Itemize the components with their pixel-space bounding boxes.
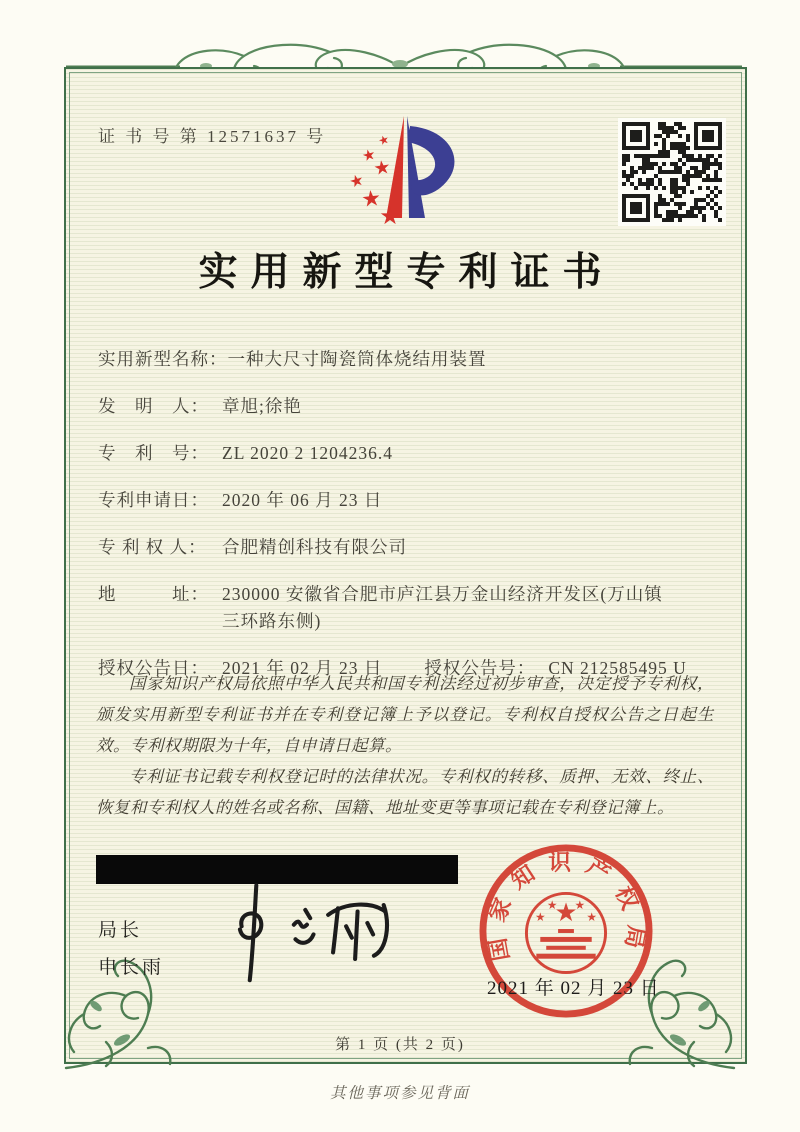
reverse-side-note: 其他事项参见背面: [329, 1085, 470, 1102]
field-label: 发 明 人：: [98, 396, 209, 416]
field-value: 230000 安徽省合肥市庐江县万金山经济开发区(万山镇三环路东侧): [222, 584, 663, 631]
national-emblem-icon: [526, 893, 605, 972]
svg-text:★: ★: [546, 898, 558, 913]
commissioner-block: [98, 912, 164, 986]
qr-code-icon: [618, 118, 726, 226]
svg-text:★: ★: [379, 202, 401, 230]
seal-text: 国家知识产权局: [482, 849, 650, 963]
field-label: 授权公告日：: [98, 658, 209, 678]
field-value: 一种大尺寸陶瓷筒体烧结用装置: [227, 349, 487, 369]
svg-text:★: ★: [372, 155, 393, 181]
field-label: 专 利 权 人：: [98, 537, 207, 557]
certificate-title: 实用新型专利证书: [198, 251, 615, 294]
field-row-filing-date: [98, 487, 713, 514]
svg-text:★: ★: [554, 898, 578, 929]
page-number: 第 1 页 (共 2 页): [335, 1037, 465, 1053]
field-value: 章旭;徐艳: [222, 396, 302, 416]
svg-text:★: ★: [376, 131, 392, 149]
certificate-number: 证 书 号 第 12571637 号: [98, 127, 327, 146]
field-row-patentee: [98, 534, 713, 561]
field-row-address: [98, 581, 713, 635]
legal-paragraph-1: 国家知识产权局依照中华人民共和国专利法经过初步审查，决定授予专利权，颁发实用新型专利证书并在专利登记簿上予以登记。专利权自授权公告之日起生效。专利权期限为十年，自申请日起算。: [96, 674, 714, 755]
legal-paragraph-2: 专利证书记载专利权登记时的法律状况。专利权的转移、质押、无效、终止、恢复和专利权人的姓名或名称、国籍、地址变更等事项记载在专利登记簿上。: [96, 767, 714, 817]
field-value: 合肥精创科技有限公司: [222, 537, 407, 557]
field-value: CN 212585495 U: [548, 658, 687, 678]
cnipa-logo-icon: [328, 104, 476, 232]
svg-text:★: ★: [360, 144, 378, 166]
svg-text:★: ★: [534, 910, 546, 925]
field-row-patent-number: [98, 440, 713, 467]
field-label: 专 利 号：: [98, 443, 209, 463]
field-value: ZL 2020 2 1204236.4: [222, 443, 393, 463]
svg-text:★: ★: [346, 169, 366, 192]
field-label: 授权公告号：: [424, 658, 536, 678]
svg-text:★: ★: [360, 186, 383, 213]
commissioner-title: 局长: [98, 920, 143, 941]
field-value: 2021 年 02 月 23 日: [222, 658, 383, 678]
commissioner-signature-icon: [222, 876, 418, 988]
legal-text: [96, 668, 714, 823]
certificate-fields: [98, 346, 713, 702]
field-label: 地 址：: [98, 584, 209, 604]
field-value: 2020 年 06 月 23 日: [222, 490, 383, 510]
field-label: 实用新型名称：: [98, 349, 228, 369]
commissioner-name: 申长雨: [98, 957, 165, 978]
svg-text:★: ★: [586, 910, 598, 925]
field-label: 专利申请日：: [98, 490, 209, 510]
field-row-inventor: [98, 393, 713, 420]
field-row-name: [98, 346, 713, 373]
seal-date: 2021 年 02 月 23 日: [487, 978, 660, 999]
svg-text:★: ★: [574, 898, 586, 913]
